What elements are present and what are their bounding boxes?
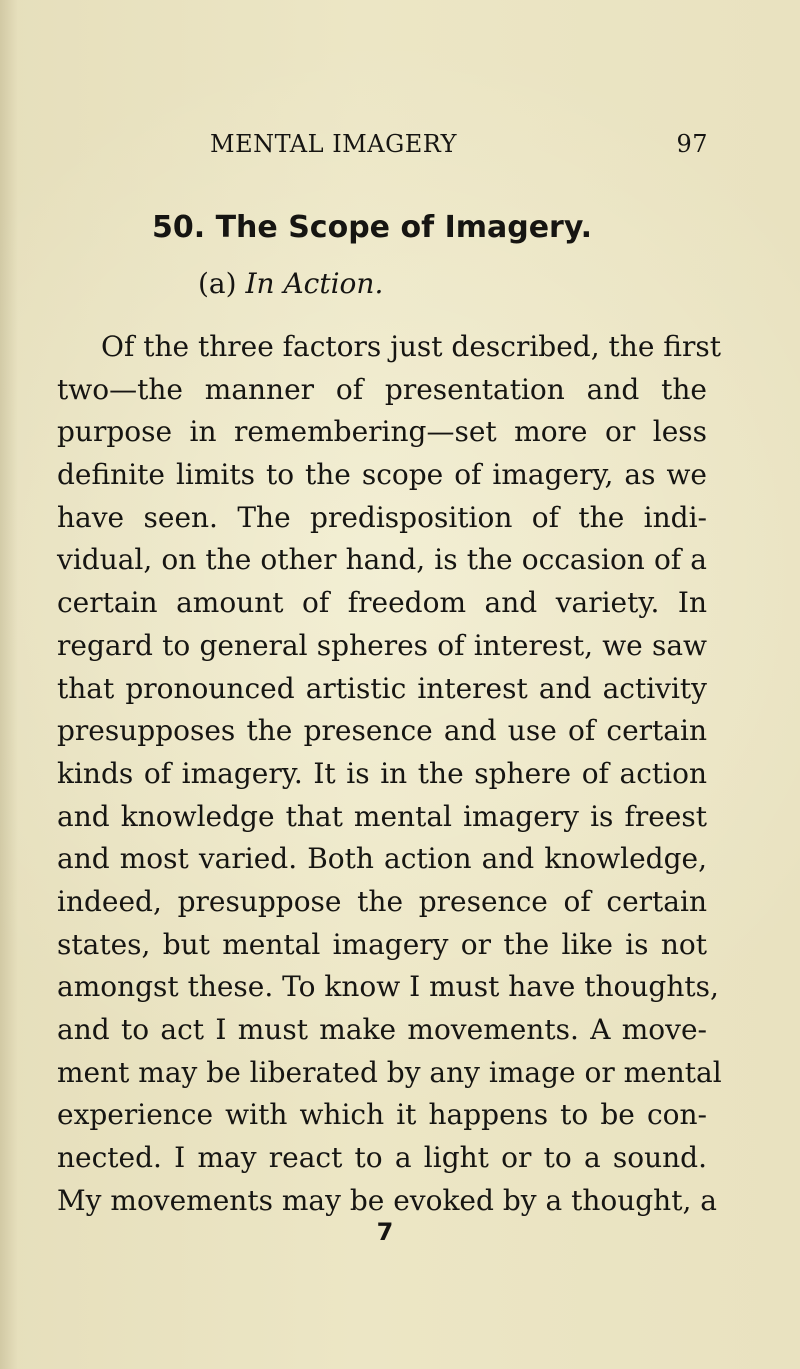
body-line: definite limits to the scope of imagery, as we (57, 458, 707, 492)
body-line: states, but mental imagery or the like is not (57, 927, 707, 961)
running-head (56, 128, 708, 160)
body-line: two—the manner of presentation and the (57, 372, 707, 406)
body-line: My movements may be evoked by a thought, a (57, 1183, 717, 1217)
body-line: have seen. The predisposition of the indi- (57, 500, 707, 534)
body-paragraph (57, 326, 722, 1222)
body-line: and most varied. Both action and knowledge, (57, 842, 707, 876)
body-line: vidual, on the other hand, is the occasion of a (57, 543, 707, 577)
gutter-shadow (0, 0, 18, 1369)
body-line: nected. I may react to a light or to a sound. (57, 1141, 707, 1175)
body-line: presupposes the presence and use of certain (57, 714, 707, 748)
sub-heading-letter: (a) (198, 267, 237, 300)
sub-heading (198, 266, 698, 302)
body-line: amongst these. To know I must have thoughts, (57, 970, 719, 1004)
body-line: that pronounced artistic interest and activity (57, 671, 707, 705)
signature-mark: 7 (376, 1218, 394, 1246)
body-line: kinds of imagery. It is in the sphere of action (57, 756, 707, 790)
section-heading: 50. The Scope of Imagery. (152, 210, 593, 245)
body-line: purpose in remembering—set more or less (57, 415, 707, 449)
body-line: and knowledge that mental imagery is freest (57, 799, 707, 833)
body-line: regard to general spheres of interest, we saw (57, 628, 707, 662)
body-line: indeed, presuppose the presence of certain (57, 884, 707, 918)
body-line: certain amount of freedom and variety. In (57, 586, 707, 620)
running-head-title: MENTAL IMAGERY (210, 130, 457, 158)
body-line: and to act I must make movements. A move- (57, 1013, 707, 1046)
sub-heading-text: In Action. (245, 267, 384, 300)
page-number: 97 (676, 130, 708, 158)
body-line: Of the three factors just described, the first (101, 330, 721, 363)
body-line: ment may be liberated by any image or mental (57, 1055, 722, 1089)
body-line: experience with which it happens to be con- (57, 1098, 707, 1132)
